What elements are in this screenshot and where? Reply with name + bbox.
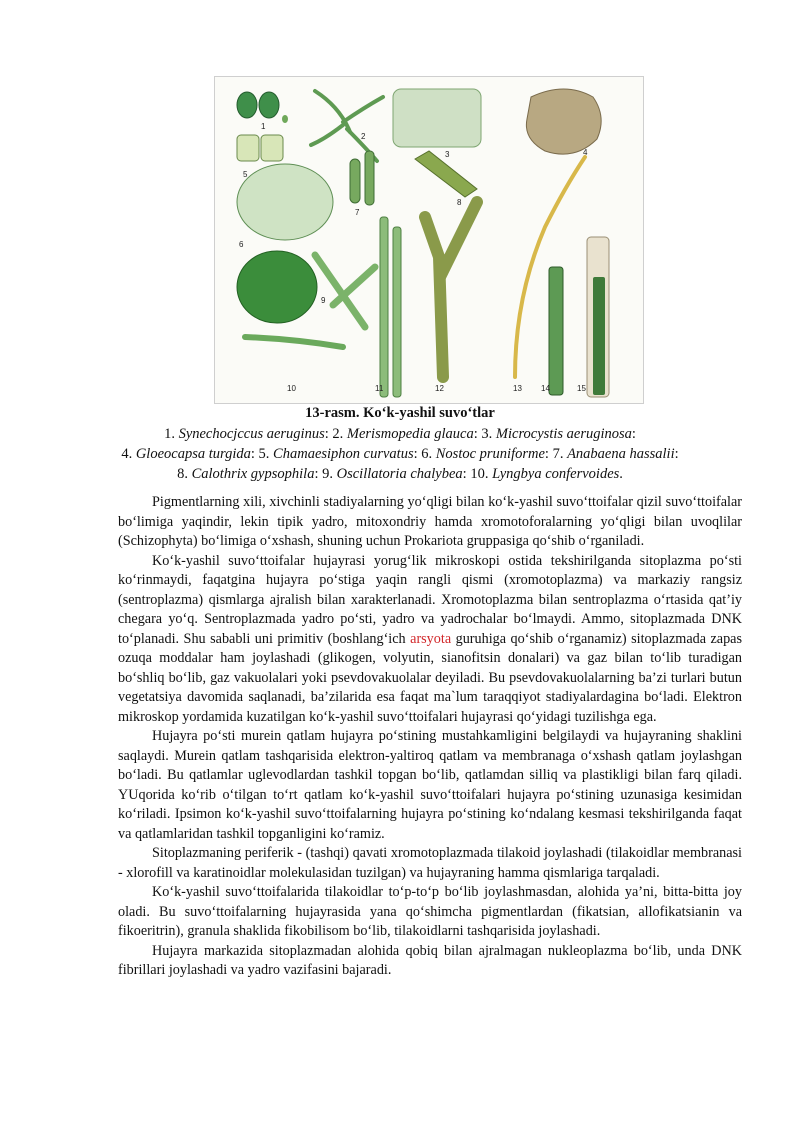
species-5: Chamaesiphon curvatus — [273, 446, 414, 462]
caption-sep-7: : — [674, 446, 679, 462]
caption-sep-1: : — [324, 426, 329, 442]
species-8: Calothrix gypsophila — [191, 466, 315, 482]
paragraph-5: Ko‘k-yashil suvo‘ttoifalarida tilakoidlar to‘p-to‘p bo‘lib joylashmasdan, alohida ya’ni, bitta-bitta joy oladi. Bu suvo‘ttoifalarning hujayrasida yana qo‘shimcha pigmentlardan (fikatsian, allofikatsianin va fikoeritrin), granula shaklida fikobilisom bo‘lib, tilakoidlarni tashqarisida joylashadi. — [118, 884, 742, 939]
specimen-12 — [425, 202, 477, 377]
label-13: 13 — [513, 384, 522, 393]
algae-drawing — [215, 77, 643, 403]
species-4: Gloeocapsa turgida — [135, 446, 251, 462]
paragraph-3: Hujayra po‘sti murein qatlam hujayra po‘stining mustahkamligini belgilaydi va hujayraning shaklini saqlaydi. Murein qatlam tashqarisida elektron-yaltiroq qatlam va membranaga o‘xshash qatlam joylashgan bo‘ladi. Bu qatlamlar uglevodlardan tashkil topgan bo‘lib, qatlamdan silliq va plastikligi bilan farq qiladi. YUqorida ko‘rib o‘tilgan to‘rt qatlam ko‘k-yashil suvo‘ttoifalari hujayra po‘stining uzunasiga kesimidan ko‘riladi. Ipsimon ko‘k-yashil suvo‘ttoifalarning hujayra po‘stining ko‘ndalang kesmasi tekshirilganda faqat va qatlamlaridan tashkil topganligini ko‘ramiz. — [118, 728, 742, 842]
caption-end: . — [619, 466, 623, 482]
caption-sep-9: : — [462, 466, 467, 482]
caption-number-9: 9. — [322, 466, 333, 482]
caption-number-6: 6. — [421, 446, 433, 462]
paragraph-2-part-b: guruhiga qo‘shib o‘rganamiz) sitoplazmada zapas ozuqa moddalar ham joylashadi (glikogen, volyutin, sianofitsin donalari) va gaz bilan to‘lib turadigan bo‘shliq bo‘lib, gaz vakuolalari yoki psevdovakuolalar deyiladi. Bu psevdovakuolalarning ba’zi turlari butun vegetatsiya davomida saqlanadi, ba’zilarida esa faqat ma`lum taraqqiyot stadiyalardagina bo‘ladi. Elektron mikroskop yordamida kuzatilgan ko‘k-yashil suvo‘ttoifalari hujayrasi qo‘yidagi tuzilishga ega. — [118, 630, 743, 725]
body-text — [118, 493, 742, 981]
paragraph-1: Pigmentlarning xili, xivchinli stadiyalarning yo‘qligi bilan ko‘k-yashil suvo‘ttoifalar qizil suvo‘ttoifalar bo‘limiga yaqindir, lekin tipik yadro, mitoxondriy hamda xromotoforalarning yo‘qligi bilan uvoqlilar (Schizophyta) bo‘limiga o‘xshash, shuning uchun Prokariota gruppasiga qo‘shib o‘rganiladi. — [118, 494, 742, 549]
specimen-15 — [587, 237, 609, 397]
label-4: 4 — [583, 148, 588, 157]
figure-caption-line-1 — [100, 424, 700, 444]
label-9: 9 — [321, 296, 326, 305]
label-12: 12 — [435, 384, 444, 393]
caption-number-3: 3. — [481, 426, 493, 442]
paragraph-2-part-a: Ko‘k-yashil suvo‘ttoifalar hujayrasi yorug‘lik mikroskopi ostida tekshirilganda sitoplazma po‘sti ko‘rinmaydi, faqatgina hujayra po‘stiga yaqin rangli qismi (xromotoplazma) va markaziy rangsiz (sentroplazma) qismlarga ajralish bilan xarakterlanadi. Xromotoplazma bilan sentroplazma o‘rtasida qat’iy chegara yo‘q. Sentroplazmada yadro po‘sti, yadro va yadrochalar bo‘lmaydi. Ammo, sitoplazmada DNK to‘planadi. Shu sababli uni primitiv (boshlang‘ich — [118, 552, 742, 647]
caption-sep-8: : — [314, 466, 319, 482]
caption-sep-2: : — [473, 426, 478, 442]
label-11: 11 — [375, 384, 384, 393]
caption-sep-4: : — [250, 446, 255, 462]
specimen-4 — [526, 89, 601, 154]
caption-sep-6: : — [544, 446, 549, 462]
highlighted-word: arsyota — [410, 630, 452, 647]
species-1: Synechocjccus aeruginus — [178, 426, 325, 442]
label-2: 2 — [361, 132, 366, 141]
species-3: Microcystis aeruginosa — [495, 426, 632, 442]
paragraph-4: Sitoplazmaning periferik - (tashqi) qavati xromotoplazmada tilakoid joylashadi (tilakoidlar membranasi - xlorofill va karatinoidlar molekulasidan tuzilgan) va hujayraning hamma qismlariga tarqaladi. — [118, 845, 742, 881]
caption-number-1: 1. — [164, 426, 175, 442]
label-10: 10 — [287, 384, 296, 393]
label-1: 1 — [261, 122, 266, 131]
paragraph-2 — [118, 552, 742, 728]
label-3: 3 — [445, 150, 450, 159]
caption-number-2: 2. — [332, 426, 344, 442]
specimen-11 — [380, 217, 401, 397]
species-2: Merismopedia glauca — [346, 426, 474, 442]
caption-number-10: 10. — [470, 466, 489, 482]
label-14: 14 — [541, 384, 550, 393]
algae-illustration — [214, 76, 644, 404]
caption-number-5: 5. — [258, 446, 270, 462]
caption-number-7: 7. — [552, 446, 564, 462]
label-5: 5 — [243, 170, 248, 179]
caption-sep-3: : — [631, 426, 636, 442]
label-7: 7 — [355, 208, 360, 217]
caption-sep-5: : — [413, 446, 418, 462]
label-15: 15 — [577, 384, 586, 393]
specimen-3 — [393, 89, 481, 147]
label-8: 8 — [457, 198, 462, 207]
figure-caption-line-2 — [100, 444, 700, 464]
species-7: Anabaena hassalii — [567, 446, 675, 462]
species-6: Nostoc pruniforme — [435, 446, 545, 462]
specimen-6 — [237, 164, 333, 323]
label-6: 6 — [239, 240, 244, 249]
figure-caption-title: 13-rasm. Ko‘k-yashil suvo‘tlar — [305, 405, 495, 421]
species-9: Oscillatoria chalybea — [336, 466, 463, 482]
specimen-1 — [237, 92, 288, 123]
specimen-5 — [237, 135, 283, 161]
caption-number-8: 8. — [177, 466, 188, 482]
figure-caption-line-3 — [100, 464, 700, 484]
species-10: Lyngbya confervoides — [492, 466, 620, 482]
specimen-2 — [311, 91, 383, 161]
specimen-10 — [245, 337, 343, 347]
paragraph-6: Hujayra markazida sitoplazmadan alohida qobiq bilan ajralmagan nukleoplazma bo‘lib, unda DNK fibrillari joylashadi va yadro vazifasini bajaradi. — [118, 942, 742, 978]
specimen-9 — [315, 255, 375, 327]
specimen-14 — [549, 267, 563, 395]
specimen-7 — [350, 151, 374, 205]
caption-number-4: 4. — [121, 446, 133, 462]
